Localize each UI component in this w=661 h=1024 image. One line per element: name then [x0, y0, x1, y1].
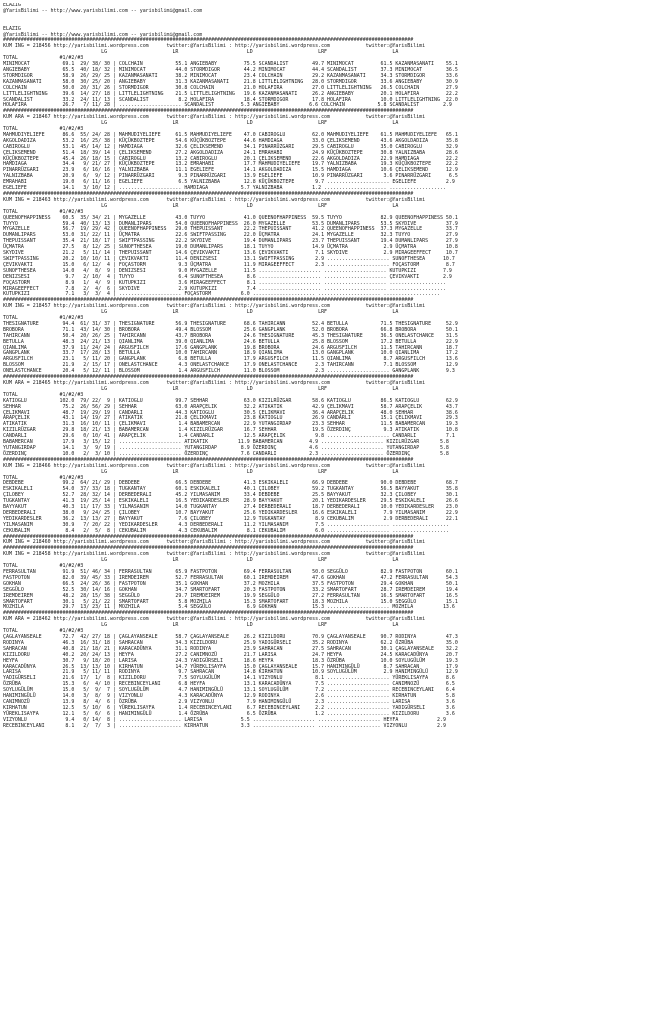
total-header: TOTAL #1/#2/#3 [3, 126, 84, 133]
race-header: KUM ING = 218463 http://yarisbilimi.wordpress.com twitter:@YarisBilimi : http://yarisbilimi.wordpress.com twitter:@YarisBilimi [3, 196, 426, 203]
total-header: TOTAL #1/#2/#3 [3, 474, 84, 481]
result-row: ANGIEBABY 65.5 40/ 18/ 32 | MINIMOCAT 44.0 STORMDIGOR 44.2 MINIMOCAT 44.4 SCANDALIST 37.3 MINIMOCAT 36.5 [3, 66, 458, 73]
result-row: ÇELIKSEMEND 51.4 18/ 39/ 14 | ÇELIKSEMEND 27.2 AKGOLDADIZA 24.1 EMRAHABI 24.9 KÜÇÜKBOZTEPE 30.8 YALNIZBABA 28.6 [3, 149, 458, 156]
separator-line: ########################################################################################################################################## [3, 374, 414, 381]
result-row: YUTANGIRDAP 14.1 3/ 9/ 19 | ..................... YUTANGIRDAP 8.9 ÖZERDINÇ 4.6 ..................... YUTANGIRDAP 5.8 [3, 444, 449, 451]
result-row: ARAPÇELIK 43.1 14/ 19/ 27 | ATIKATIK 21.8 ÇELIKMAVI 23.8 KATIOGLU 26.9 CANDARLI 15.1 ÇELIKMAVI 29.3 [3, 415, 458, 422]
total-header: TOTAL #1/#2/#3 [3, 563, 84, 570]
result-row: FASTPOTON 82.0 39/ 45/ 33 | IREMDEIREM 52.7 FERRASULTAN 60.1 IREMDEIREM 47.6 GOKHAN 47.2 FERRASULTAN 54.3 [3, 574, 458, 581]
race-header: KUM ARA = 218462 http://yarisbilimi.wordpress.com twitter:@YarisBilimi : http://yarisbilimi.wordpress.com twitter:@YarisBilimi [3, 616, 426, 623]
result-row: QUEENOFHAPPINESS 60.5 35/ 34/ 21 | MYGAZELLE 43.0 TUYYO 41.0 QUEENOFHAPPINESS 59.5 TUYYO 82.9 QUEENOFHAPPINESS 50.1 [3, 214, 458, 221]
result-row: FERRASULTAN 91.9 51/ 46/ 34 | FERRASULTAN 65.9 FASTPOTON 69.4 FERRASULTAN 50.0 SEGGÜLO 82.9 FASTPOTON 60.1 [3, 569, 458, 575]
results-document [3, 3, 659, 1021]
result-row: RECEBINCEYLANI 8.1 2/ 7/ 3 | ..................... KIRHATUN 3.3 ..................... ..................... VIZYONLU 2.9 [3, 722, 446, 729]
result-row: THESIGNATURE 94.4 61/ 31/ 37 | THESIGNATURE 56.9 THESIGNATURE 68.6 TAHIRCANN 52.4 BETULLA 71.5 THESIGNATURE 52.9 [3, 320, 458, 327]
result-row: BLOSSOM 21.9 2/ 15/ 17 | ONELASTCHANCE 4.3 ONELASTCHANCE 17.9 ONELASTCHANCE 2.3 TAHIRCANN 7.1 BLOSSOM 12.9 [3, 362, 458, 369]
result-row: CANIMNOZÜ 13.9 8/ 4/ 6 | ÖZRÜBA 2.9 VIZYONLU 7.9 HANIMINGÜLÜ 2.3 ..................... LARISA 3.6 [3, 698, 455, 705]
result-row: DENIZSESI 9.7 2/ 10/ 4 | TUYYO 6.4 SUNOFTHESEA 8.6 ..................... ..................... ÇEVIKVAKTI 2.9 [3, 273, 452, 280]
result-row: ÜÇMATRA 27.5 8/ 12/ 25 | SUNOFTHESEA 19.0 DUMANLIPARS 18.1 TUYYO 14.9 ÜÇMATRA 2.9 ÜÇMATRA 10.8 [3, 244, 458, 251]
result-row: ATIKATIK 31.3 16/ 10/ 11 | ÇELIKMAVI 1.4 BABAMERCAN 22.9 YUTANGIRDAP 23.3 SEHHAR 11.5 BABAMERCAN 19.3 [3, 421, 458, 428]
result-row: ÖZERDINÇ 10.0 2/ 3/ 10 | ..................... ÖZERDINÇ 7.6 CANDARLI 2.3 ..................... ÖZERDINÇ 5.8 [3, 450, 449, 457]
contact-line: @YarisBilimi -- http://www.yarisbilimi.com -- yarisbilimi@gmail.com [3, 31, 203, 38]
result-row: KATIOGLU 102.0 79/ 22/ 9 | KATIOGLU 99.7 SEHHAR 63.0 KIZILRÜZGAR 58.6 KATIOGLU 86.5 KATIOGLU 62.9 [3, 397, 458, 404]
result-row: TAHIRCANN 50.4 20/ 26/ 25 | TAHIRCANN 43.7 BROBORA 24.6 THESIGNATURE 45.3 THESIGNATURE 36.5 ONELASTCHANCE 31.5 [3, 332, 458, 339]
separator-line: ########################################################################################################################################## [3, 610, 414, 617]
result-row: GOKHAN 66.5 24/ 26/ 36 | FASTPOTON 35.1 GOKHAN 37.2 MOZHILA 37.5 FASTPOTON 29.4 GOKHAN 50.1 [3, 580, 458, 587]
total-header: TOTAL #1/#2/#3 [3, 208, 84, 215]
column-header: LG LR LD LRF LA [3, 120, 399, 127]
separator-line: ########################################################################################################################################## [3, 297, 414, 304]
result-row: HEYFA 30.7 9/ 18/ 20 | LARISA 24.3 YADIGÜRSELI 18.6 HEYFA 18.3 ÖZRÜBA 10.0 SOYLUGÜLÜM 19.3 [3, 657, 458, 664]
result-row: TUYYO 59.4 40/ 13/ 13 | DUMANLIPARS 54.0 QUEENOFHAPPINESS 26.0 MYGAZELLE 53.5 DUMANLIPARS 53.5 SKYDIVE 37.9 [3, 220, 458, 227]
result-row: QIANLIMA 37.9 11/ 24/ 24 | ARGUSFILCH 17.6 GANGPLANK 19.8 BROBORA 24.6 ARGUSFILCH 11.5 TAHIRCANN 18.7 [3, 344, 458, 351]
result-row: IREMDEIREM 48.2 28/ 15/ 38 | SEGGÜLO 29.7 IREMDEIREM 19.9 SEGGÜLO 27.2 FERRASULTAN 16.5 SMARTOFART 16.5 [3, 592, 458, 599]
result-row: SCANDALIST 33.2 24/ 11/ 13 | SCANDALIST 8.2 HOLAFIRA 18.4 STORMDIGOR 17.8 HOLAFIRA 10.0 LITTLELIGHTNING 22.0 [3, 96, 458, 103]
result-row: KIZILRÜZGAR 29.8 18/ 21/ 13 | BABAMERCAN 1.4 KIZILRÜZGAR 16.7 SEHHAR 19.5 ÖZERDINÇ 9.3 ATIKATIK 10.8 [3, 427, 458, 434]
result-row: CEKUBALIM 8.4 2/ 5/ 8 | CEKUBALIM 4.3 CEKUBALIM 8.1 CEKUBALIM 6.0 ..................... ................... [3, 527, 449, 534]
result-row: MYGAZELLE 56.7 19/ 29/ 42 | QUEENOFHAPPINESS 29.0 THEPUISSANT 22.2 THEPUISSANT 41.2 QUEENOFHAPPINESS 37.3 MYGAZELLE 33.7 [3, 226, 458, 233]
result-row: DUMANLIPARS 53.0 31/ 22/ 11 | ÜÇMATRA 22.6 SWIFTPASSING 22.0 ÜÇMATRA 24.1 MYGAZELLE 32.3 TUYYO 27.9 [3, 232, 458, 239]
result-row: DEBDEBE 99.2 64/ 21/ 29 | DEBDEBE 66.5 DEBDEBE 41.3 ESKIKALELI 66.9 DEBDEBE 90.0 DEBDEBE 68.7 [3, 480, 458, 487]
result-row: KAZANMASANATI 58.0 30/ 25/ 20 | ANGIEBABY 31.3 KAZANMASANATI 21.8 LITTLELIGHTNING 28.0 STORMDIGOR 33.6 ANGIEBABY 30.9 [3, 78, 458, 85]
column-header: LG LR LD LRF LA [3, 202, 399, 209]
result-row: YILMASANIM 30.9 7/ 20/ 22 | YEDIKARDESLER 4.3 DERBEDERALI 11.2 YILMASANIM 7.5 ..................... ................... [3, 521, 449, 528]
result-row: GANGPLANK 33.7 17/ 28/ 13 | BETULLA 10.0 TAHIRCANN 18.9 QIANLIMA 13.0 GANGPLANK 10.0 QIANLIMA 17.2 [3, 350, 458, 357]
result-row: BAYYAKUT 40.3 11/ 17/ 33 | YILMASANIM 14.0 TUGKANTAY 27.4 DERBEDERALI 18.7 DERBEDERALI 10.0 YEDIKARDESLER 23.0 [3, 504, 458, 511]
column-header: LG LR LD LRF LA [3, 557, 399, 564]
result-row: YEDIKARDESLER 36.2 13/ 13/ 27 | BAYYAKUT 7.6 ÇILOBEY 12.9 TUGKANTAY 8.9 CEKUBALIM 2.9 DERBEDERALI 22.1 [3, 515, 458, 522]
result-row: EMRAHABI 19.0 6/ 11/ 16 | EGELIEFE 6.5 YALNIZBABA 12.8 KÜÇÜKBOZTEPE 9.7 ..................... EGELIEFE 2.9 [3, 179, 455, 186]
result-row: PINARRÜZGARI 23.9 6/ 16/ 16 | YALNIZBABA 11.1 EGELIEFE 14.1 AKGOLDADIZA 15.5 HAMDIAGA 10.6 ÇELIKSEMEND 12.9 [3, 167, 458, 174]
result-row: ÇAGLAYANSEALE 72.7 42/ 27/ 18 | ÇAGLAYANSEALE 58.7 ÇAGLAYANSEALE 26.2 KIZILDORU 70.9 ÇAGLAYANSEALE 90.7 RODINYA 47.3 [3, 633, 458, 640]
result-row: KIZILDORU 40.2 20/ 24/ 13 | HEYFA 27.2 CANIMNOZÜ 21.7 LARISA 24.7 HEYFA 24.5 KARACADÜNYA 20.7 [3, 651, 458, 658]
city-title: ELAZIG [3, 25, 21, 32]
result-row: CANDARLI 29.6 0/ 10/ 41 | ARAPÇELIK 1.4 CANDARLI 12.5 ARAPÇELIK 9.8 ..................... CANDARLI 7.1 [3, 433, 455, 440]
result-row: HAMDIAGA 34.4 9/ 21/ 27 | KÜÇÜKBOZTEPE 13.2 EMRAHABI 17.7 MAHMUDIYELIEFE 19.7 YALNIZBABA 19.3 KÜÇÜKBOZTEPE 22.2 [3, 161, 458, 168]
race-header: KUM ING = 218458 http://yarisbilimi.wordpress.com twitter:@YarisBilimi : http://yarisbilimi.wordpress.com twitter:@YarisBilimi [3, 551, 426, 558]
result-row: FOÇASTORM 8.9 1/ 4/ 9 | KUTUPKIZI 3.6 MIRAGEEFFECT 8.1 ..................... ..................... ................... [3, 279, 446, 286]
result-row: RODINYA 46.3 16/ 31/ 18 | SAHRACAN 34.3 KIZILDORU 25.9 YADIGÜRSELI 35.2 RODINYA 62.2 ÖZRÜBA 35.0 [3, 639, 458, 646]
result-row: HANIMINGÜLÜ 14.0 3/ 8/ 9 | VIZYONLU 4.3 KARACADÜNYA 12.9 RODINYA 2.6 ..................... KIRHATUN 5.8 [3, 693, 455, 700]
result-row: BROBORA 71.1 43/ 14/ 30 | BROBORA 49.4 BLOSSOM 25.6 GANGPLANK 52.0 BROBORA 66.8 BROBORA 50.1 [3, 326, 458, 333]
race-header: KUM ARA = 218465 http://yarisbilimi.wordpress.com twitter:@YarisBilimi : http://yarisbilimi.wordpress.com twitter:@YarisBilimi [3, 380, 426, 386]
result-row: YADIGÜRSELI 21.6 17/ 1/ 8 | KIZILDORU 7.5 SOYLUGÜLÜM 14.1 VIZYONLU 8.1 ..................... YÜREKLISAYFA 8.6 [3, 675, 455, 682]
result-row: LITTLELIGHTNING 39.6 14/ 27/ 18 | LITTLELIGHTNING 21.5 LITTLELIGHTNING 19.6 KAZANMASANATI 26.2 ANGIEBABY 20.1 HOLAFIRA 22.2 [3, 90, 458, 97]
result-row: DERBEDERALI 38.0 9/ 24/ 25 | ÇILOBEY 10.7 BAYYAKUT 25.6 YEDIKARDESLER 16.6 ESKIKALELI 7.9 YILMASANIM 22.9 [3, 509, 458, 516]
result-row: ESKIKALELI 54.0 37/ 33/ 18 | TUGKANTAY 60.1 ESKIKALELI 40.1 ÇILOBEY 59.2 TUGKANTAY 56.5 BAYYAKUT 35.8 [3, 486, 458, 493]
result-row: BABAMERCAN 17.9 3/ 15/ 12 | ..................... ATIKATIK 11.9 BABAMERCAN 4.9 ..................... KIZILRÜZGAR 5.8 [3, 439, 449, 446]
result-row: AKGOLDADIZA 53.2 16/ 25/ 38 | KÜÇÜKBOZTEPE 54.6 KÜÇÜKBOZTEPE 44.6 HAMDIAGA 33.0 ÇELIKSEMEND 43.6 AKGOLDADIZA 35.8 [3, 137, 458, 144]
race-header: KUM ING = 218466 http://yarisbilimi.wordpress.com twitter:@YarisBilimi : http://yarisbilimi.wordpress.com twitter:@YarisBilimi [3, 462, 426, 469]
column-header: LG LR LD LRF LA [3, 468, 399, 475]
total-header: TOTAL #1/#2/#3 [3, 55, 84, 62]
results-text [3, 3, 659, 729]
race-header: KUM ING = 218456 http://yarisbilimi.wordpress.com twitter:@YarisBilimi : http://yarisbilimi.wordpress.com twitter:@YarisBilimi [3, 43, 426, 50]
result-row: ARGUSFILCH 23.1 5/ 11/ 20 | GANGPLANK 6.8 BETULLA 17.9 ARGUSFILCH 11.5 QIANLIMA 8.7 ARGUSFILCH 13.6 [3, 356, 458, 363]
result-row: COLCHAIN 50.0 20/ 31/ 26 | STORMDIGOR 30.8 COLCHAIN 21.0 HOLAFIRA 27.0 LITTLELIGHTNING 26.5 COLCHAIN 27.9 [3, 84, 458, 91]
result-row: LARISA 21.9 5/ 11/ 11 | RODINYA 9.7 SAHRACAN 14.8 KIRHATUN 10.9 SOYLUGÜLÜM 2.9 HANIMINGÜLÜ 12.9 [3, 669, 458, 676]
total-header: TOTAL #1/#2/#3 [3, 315, 84, 322]
race-header: KUM ING = 218460 http://yarisbilimi.wordpress.com twitter:@YarisBilimi : http://yarisbilimi.wordpress.com twitter:@YarisBilimi [3, 539, 426, 546]
result-row: SEHHAR 75.2 26/ 56/ 29 | SEHHAR 63.0 ARAPÇELIK 32.2 ATIKATIK 42.9 ÇELIKMAVI 58.7 ARAPÇELIK 43.7 [3, 403, 458, 410]
race-header: KUM ING = 218457 http://yarisbilimi.wordpress.com twitter:@YarisBilimi : http://yarisbilimi.wordpress.com twitter:@YarisBilimi [3, 303, 426, 310]
result-row: HOLAFIRA 26.7 7/ 11/ 28 | ..................... SCANDALIST 5.3 ANGIEBABY 6.6 COLCHAIN 5.8 SCANDALIST 2.9 [3, 102, 452, 109]
result-row: ONELASTCHANCE 20.4 5/ 12/ 11 | BLOSSOM 1.4 ARGUSFILCH 11.0 BLOSSOM 2.3 ..................... GANGPLANK 9.3 [3, 368, 455, 375]
total-header: TOTAL #1/#2/#3 [3, 628, 84, 635]
result-row: THEPUISSANT 35.4 21/ 18/ 17 | SWIFTPASSING 22.2 SKYDIVE 19.4 DUMANLIPARS 23.7 THEPUISSANT 19.4 DUMANLIPARS 27.9 [3, 238, 458, 245]
separator-line: ########################################################################################################################################## [3, 191, 414, 197]
contact-line: @YarisBilimi -- http://www.yarisbilimi.com -- yarisbilimi@gmail.com [3, 7, 203, 14]
result-row: KIRHATUN 12.5 5/ 10/ 6 | YÜREKLISAYFA 1.4 RECEBINCEYLANI 6.7 RECEBINCEYLANI 2.2 ..................... YADIGÜRSELI 3.6 [3, 704, 455, 711]
result-row: BETULLA 48.3 24/ 21/ 13 | QIANLIMA 39.0 QIANLIMA 24.6 BETULLA 25.8 BLOSSOM 17.2 BETULLA 22.9 [3, 338, 458, 345]
column-header: LG LR LD LRF LA [3, 622, 399, 629]
result-row: YALNIZBABA 20.9 6/ 9/ 12 | PINARRÜZGARI 9.3 PINARRÜZGARI 13.9 EGELIEFE 10.9 PINARRÜZGARI 3.6 PINARRÜZGARI 6.5 [3, 173, 458, 180]
column-header: LG LR LD LRF LA [3, 385, 399, 392]
result-row: CABIROGLU 53.1 45/ 14/ 12 | HAMDIAGA 32.6 ÇELIKSEMEND 34.1 PINARRÜZGARI 29.5 CABIROGLU 35.0 CABIROGLU 32.9 [3, 143, 458, 150]
result-row: SOYLUGÜLÜM 15.0 5/ 9/ 7 | SOYLUGÜLÜM 4.7 HANIMINGÜLÜ 13.1 SOYLUGÜLÜM 7.2 ..................... RECEBINCEYLANI 6.4 [3, 687, 455, 694]
result-row: KARACADÜNYA 26.5 13/ 13/ 10 | KIRHATUN 14.7 YÜREKLISAYFA 15.0 ÇAGLAYANSEALE 15.7 HANIMINGÜLÜ 8.7 SAHRACAN 17.9 [3, 663, 458, 670]
separator-line: ########################################################################################################################################## [3, 37, 414, 44]
result-row: STORMDIGOR 58.9 26/ 29/ 25 | KAZANMASANATI 38.2 MINIMOCAT 23.4 COLCHAIN 29.2 KAZANMASANATI 34.3 STORMDIGOR 33.6 [3, 72, 458, 79]
result-row: EGELIEFE 14.1 3/ 10/ 12 | ..................... HAMDIAGA 5.7 YALNIZBABA 1.2 ..................... ................... [3, 185, 446, 192]
city-title: ELAZIG [3, 3, 21, 8]
result-row: SKYDIVE 21.2 5/ 11/ 14 | THEPUISSANT 14.6 ÇEVIKVAKTI 13.6 ÇEVIKVAKTI 7.1 SKYDIVE 2.9 MIRAGEEFFECT 10.7 [3, 250, 458, 257]
result-row: SEGGÜLO 52.5 30/ 14/ 16 | GOKHAN 34.7 SMARTOFART 20.3 FASTPOTON 33.2 SMARTOFART 28.7 IREMDEIREM 19.4 [3, 586, 458, 593]
result-row: ÇEVIKVAKTI 15.0 6/ 12/ 4 | FOÇASTORM 9.3 ÜÇMATRA 11.9 MIRAGEEFFECT 2.3 ..................... FOÇASTORM 8.7 [3, 261, 455, 268]
result-row: MAHMUDIYELIEFE 86.6 55/ 24/ 28 | MAHMUDIYELIEFE 61.5 MAHMUDIYELIEFE 47.0 CABIROGLU 62.0 MAHMUDIYELIEFE 61.5 MAHMUDIYELIEFE 65.1 [3, 131, 458, 138]
separator-line: ########################################################################################################################################## [3, 545, 414, 552]
separator-line: ########################################################################################################################################## [3, 533, 414, 540]
result-row: SUNOFTHESEA 14.0 4/ 8/ 9 | DENIZSESI 9.0 MYGAZELLE 11.5 ..................... ..................... KUTUPKIZI 7.9 [3, 267, 452, 274]
result-row: ÇILOBEY 52.7 28/ 32/ 14 | DERBEDERALI 45.2 YILMASANIM 33.4 DEBDEBE 25.5 BAYYAKUT 32.3 ÇILOBEY 30.1 [3, 492, 458, 499]
column-header: LG LR LD LRF LA [3, 309, 399, 316]
separator-line: ########################################################################################################################################## [3, 108, 414, 115]
result-row: YÜREKLISAYFA 12.1 5/ 6/ 6 | HANIMINGÜLÜ 1.4 ÖZRÜBA 6.5 ÖZRÜBA 1.2 ..................... KIZILDORU 3.6 [3, 710, 455, 717]
column-header: LG LR LD LRF LA [3, 49, 399, 56]
result-row: KÜÇÜKBOZTEPE 45.4 26/ 18/ 15 | CABIROGLU 13.2 CABIROGLU 20.1 ÇELIKSEMEND 22.6 AKGOLDADIZA 22.9 HAMDIAGA 22.2 [3, 155, 458, 162]
separator-line: ########################################################################################################################################## [3, 456, 414, 463]
race-header: KUM ARA = 218467 http://yarisbilimi.wordpress.com twitter:@YarisBilimi : http://yarisbilimi.wordpress.com twitter:@YarisBilimi [3, 114, 426, 121]
result-row: TUGKANTAY 41.3 19/ 25/ 14 | ESKIKALELI 16.5 YEDIKARDESLER 28.9 BAYYAKUT 20.1 YEDIKARDESLER 29.5 ESKIKALELI 26.6 [3, 498, 458, 505]
result-row: MIRAGEEFFECT 7.8 2/ 4/ 6 | SKYDIVE 2.9 KUTUPKIZI 7.4 ..................... ..................... ................... [3, 285, 446, 292]
result-row: VIZYONLU 9.4 0/ 14/ 8 | ..................... LARISA 5.5 ..................... ..................... HEYFA 2.9 [3, 716, 446, 723]
result-row: SWIFTPASSING 20.2 10/ 10/ 11 | ÇEVIKVAKTI 11.4 DENIZSESI 13.1 SWIFTPASSING 2.9 ..................... SUNOFTHESEA 10.7 [3, 255, 455, 262]
result-row: MOZHILA 29.7 13/ 23/ 11 | MOZHILA 5.4 SEGGÜLO 6.9 GOKHAN 15.3 ..................... MOZHILA 13.6 [3, 604, 455, 611]
result-row: SAHRACAN 40.8 21/ 18/ 21 | KARACADÜNYA 31.1 RODINYA 23.9 SAHRACAN 27.5 SAHRACAN 30.1 ÇAGLAYANSEALE 32.2 [3, 645, 458, 652]
result-row: KUTUPKIZI 7.1 3/ 3/ 4 | ..................... FOÇASTORM 6.0 ..................... ..................... ................... [3, 291, 440, 298]
result-row: SMARTOFART 30.1 5/ 21/ 22 | SMARTOFART 5.8 MOZHILA 15.3 SMARTOFART 18.3 MOZHILA 15.0 SEGGÜLO 15.1 [3, 598, 458, 605]
total-header: TOTAL #1/#2/#3 [3, 391, 84, 398]
result-row: ÖZRÜBA 15.3 6/ 4/ 10 | RECEBINCEYLANI 6.8 HEYFA 13.1 KARACADÜNYA 7.5 ..................... CANIMNOZÜ 6.5 [3, 681, 455, 688]
result-row: ÇELIKMAVI 48.7 19/ 29/ 19 | CANDARLI 44.3 KATIOGLU 30.5 ÇELIKMAVI 36.4 ARAPÇELIK 48.0 SEHHAR 38.6 [3, 409, 458, 416]
result-row: MINIMOCAT 69.1 29/ 38/ 30 | COLCHAIN 55.1 ANGIEBABY 75.5 SCANDALIST 49.7 MINIMOCAT 61.5 KAZANMASANATI 55.1 [3, 61, 458, 68]
